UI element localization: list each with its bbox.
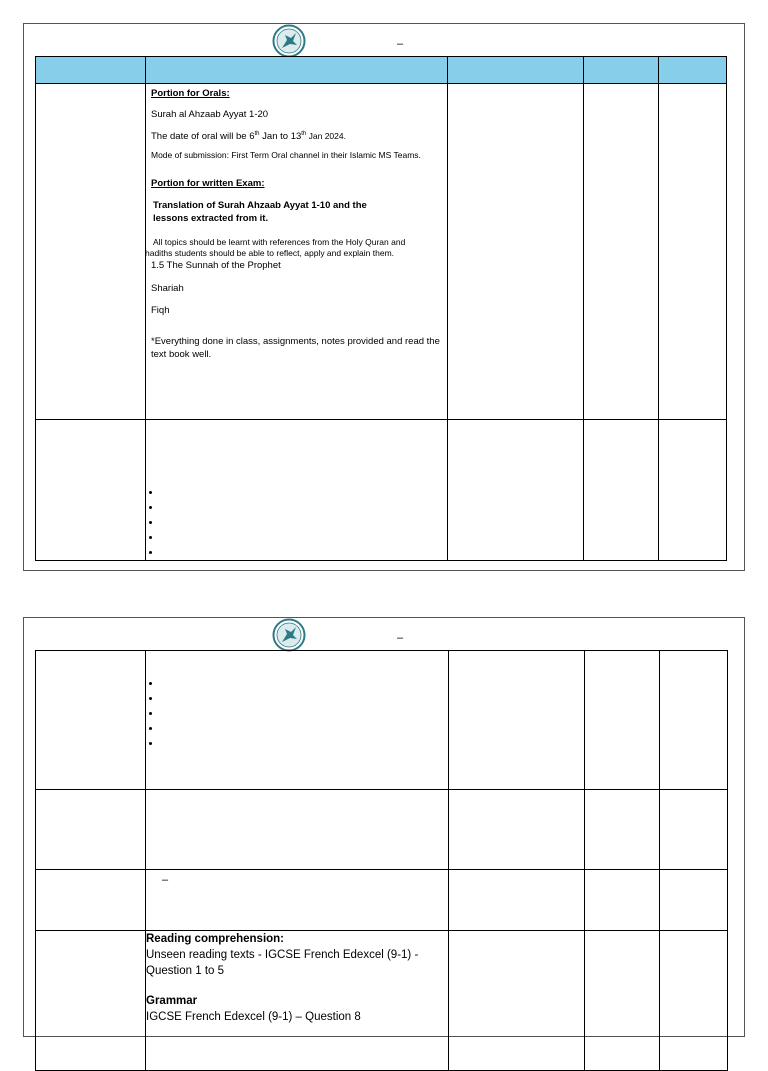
translation-text: Translation of Surah Ahzaab Ayyat 1-10 and the lessons extracted from it.	[153, 200, 367, 224]
table-row	[36, 931, 728, 1071]
table-row	[36, 420, 727, 561]
everything-note: *Everything done in class, assignments, notes provided and read the text book well.	[151, 336, 440, 360]
topic-fiqh: Fiqh	[151, 305, 170, 316]
empty-bullet-list	[146, 676, 448, 751]
table-header-row	[36, 57, 727, 84]
table-row	[36, 870, 728, 931]
reading-text: Unseen reading texts - IGCSE French Edexcel (9-1) - Question 1 to 5	[146, 949, 419, 977]
list-item	[161, 545, 447, 560]
table-row	[36, 651, 728, 790]
portion-cell	[146, 84, 448, 420]
written-heading: Portion for written Exam:	[151, 178, 265, 189]
bullet-cell	[146, 651, 449, 790]
header-dash: –	[397, 632, 404, 644]
row-dash: –	[146, 870, 449, 931]
topics-note-1: All topics should be learnt with references from the Holy Quran and	[153, 237, 406, 247]
grammar-heading: Grammar	[146, 995, 198, 1007]
orals-heading: Portion for Orals:	[151, 88, 230, 99]
topic-sunnah: 1.5 The Sunnah of the Prophet	[151, 260, 281, 271]
list-item	[161, 706, 448, 721]
list-item	[161, 515, 447, 530]
header-dash: –	[397, 38, 404, 50]
table-row	[36, 84, 727, 420]
reading-heading: Reading comprehension:	[146, 933, 285, 945]
list-item	[161, 485, 447, 500]
table-row	[36, 790, 728, 870]
bullet-cell	[146, 420, 448, 561]
school-logo-icon	[272, 618, 306, 652]
topics-note-2: hadiths students should be able to reflect, apply and explain them.	[145, 248, 395, 258]
french-portion-cell	[146, 931, 449, 1071]
list-item	[161, 736, 448, 751]
school-logo-icon	[272, 24, 306, 58]
syllabus-table-1	[35, 56, 727, 561]
list-item	[161, 676, 448, 691]
list-item	[161, 500, 447, 515]
submission-mode: Mode of submission: First Term Oral channel in their Islamic MS Teams.	[151, 150, 421, 160]
list-item	[161, 530, 447, 545]
document-page-1	[23, 23, 745, 571]
syllabus-table-2	[35, 650, 728, 1071]
list-item	[161, 691, 448, 706]
topic-shariah: Shariah	[151, 283, 184, 294]
empty-bullet-list	[146, 485, 447, 560]
list-item	[161, 721, 448, 736]
grammar-text: IGCSE French Edexcel (9-1) – Question 8	[146, 1011, 361, 1023]
document-page-2	[23, 617, 745, 1037]
orals-surah: Surah al Ahzaab Ayyat 1-20	[151, 109, 269, 120]
oral-date: The date of oral will be 6th Jan to 13th Jan 2024.	[151, 130, 346, 142]
